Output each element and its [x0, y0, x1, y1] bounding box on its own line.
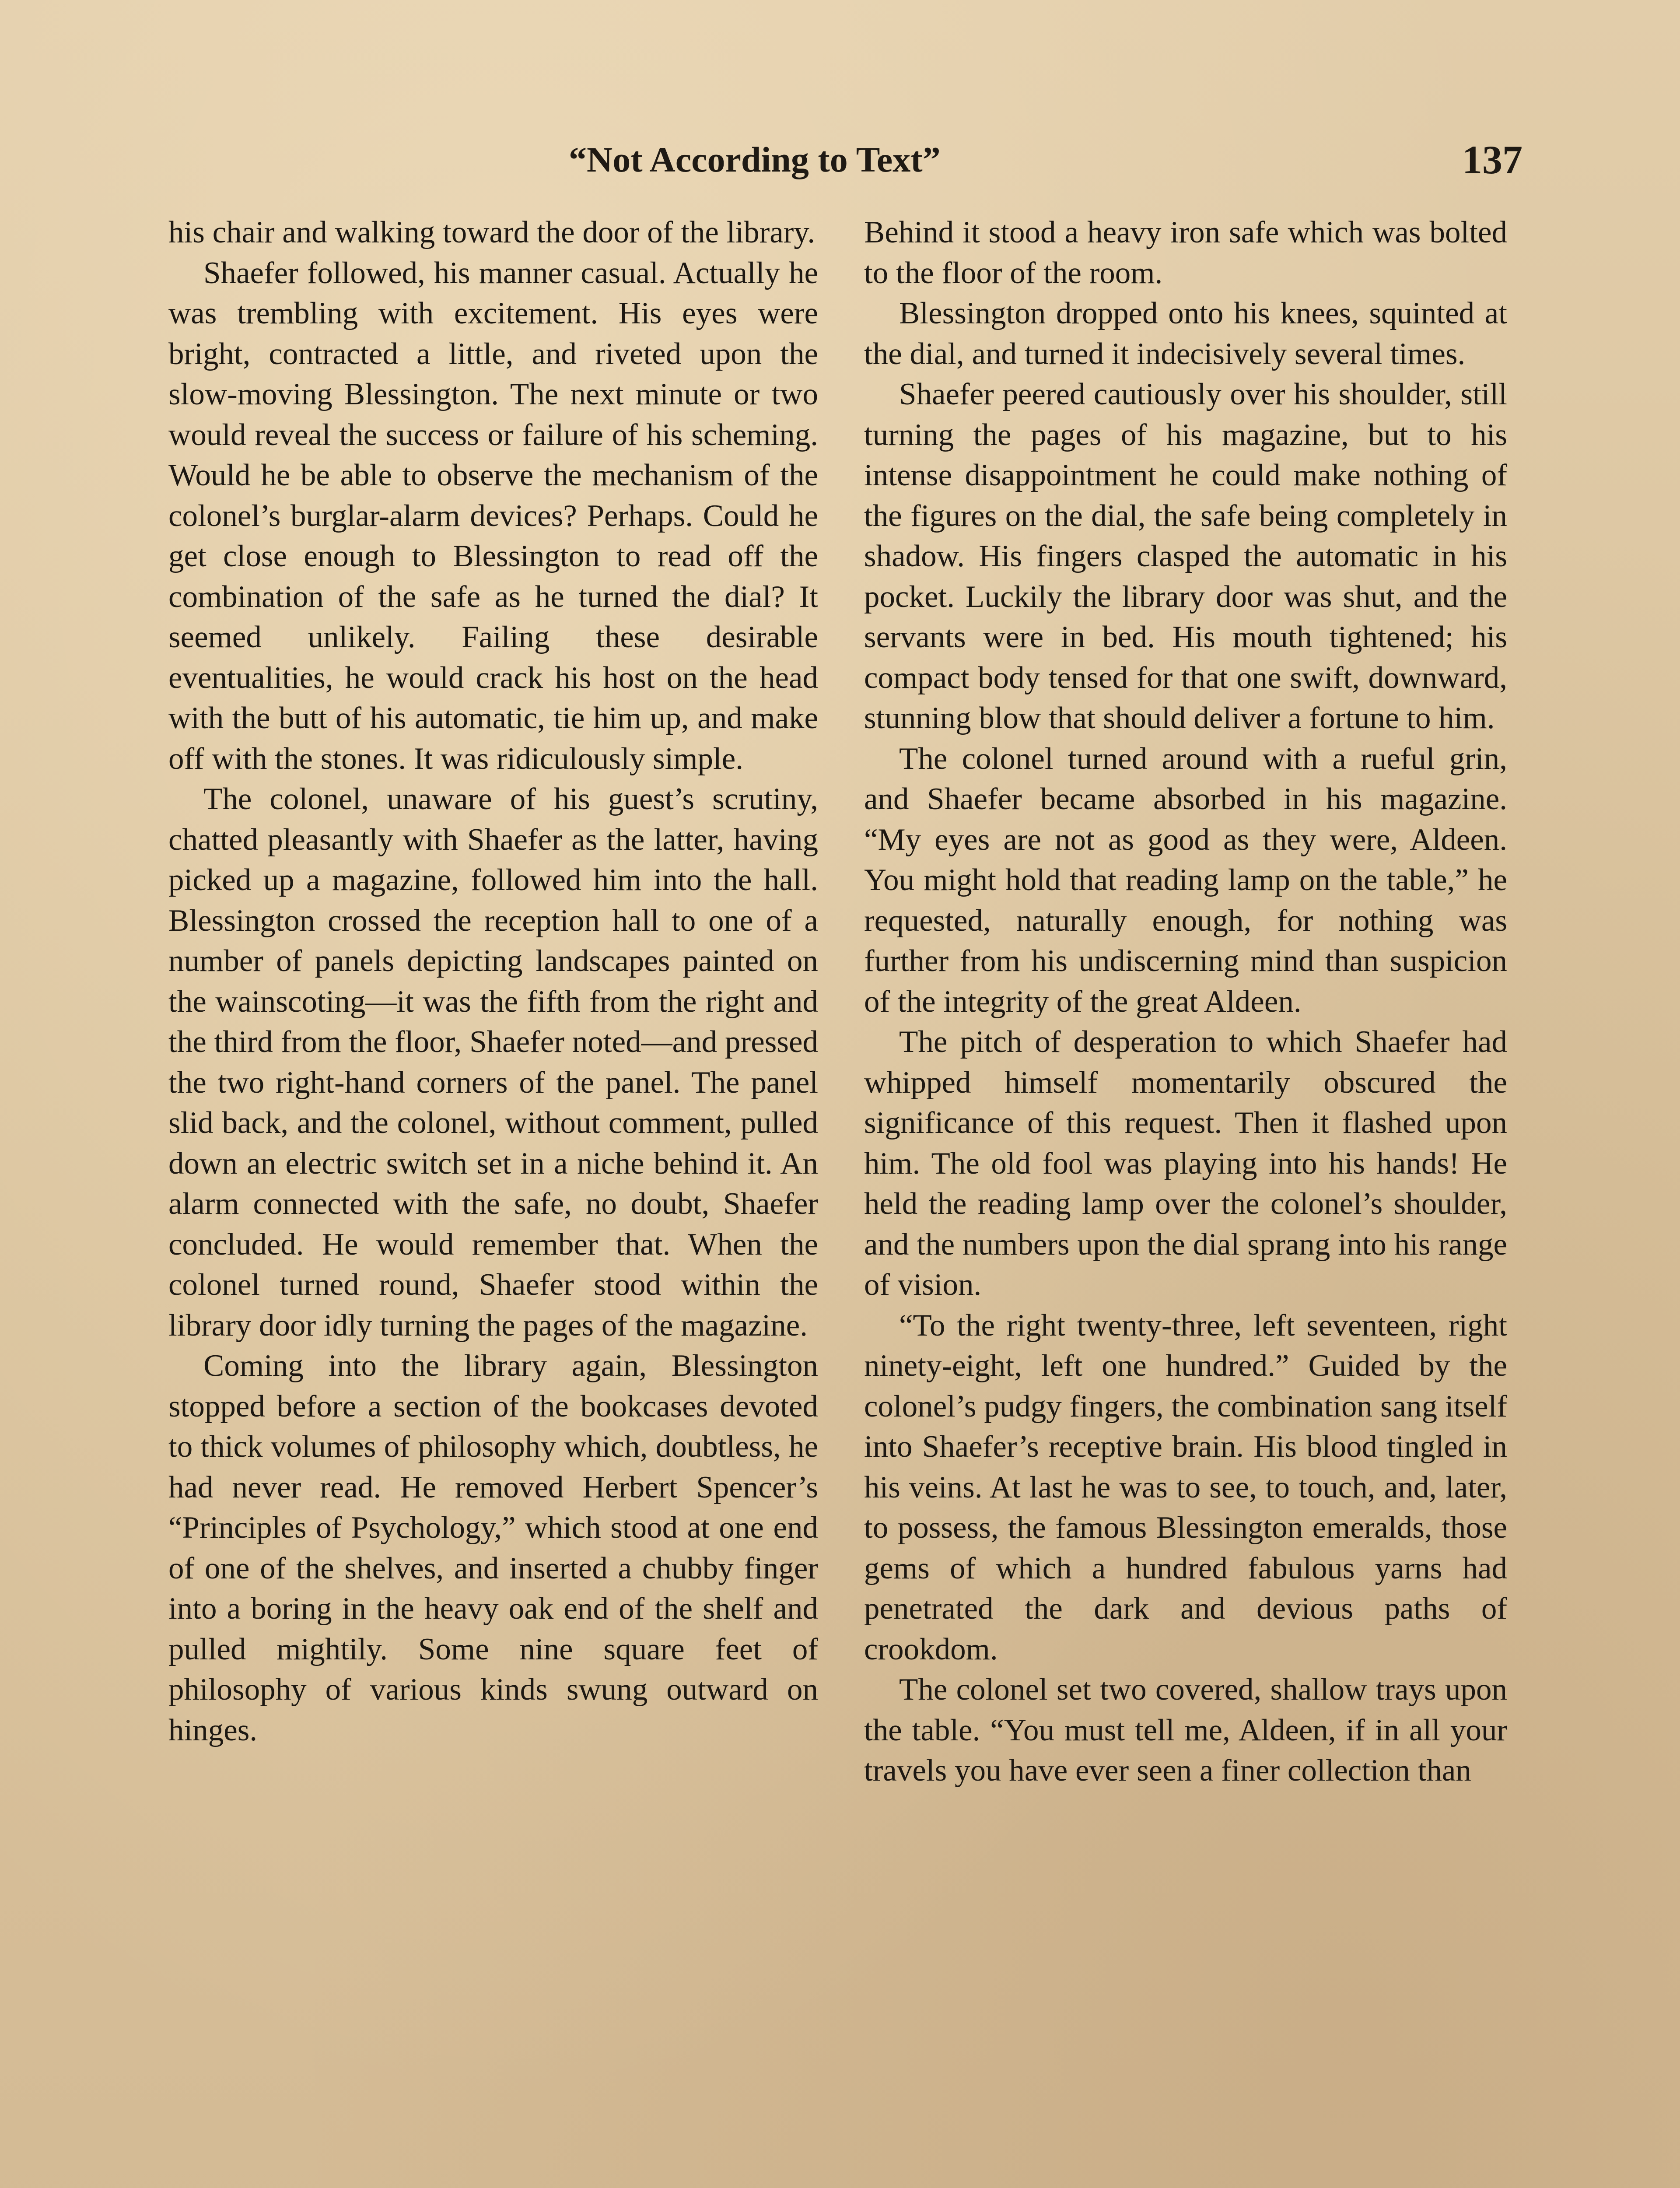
paragraph: The pitch of desperation to which Shaefer had whipped himself momentarily obscured the significance of this request. Then it flashed upon him. The old fool was playing into his hands! He held the reading lamp over the colonel’s shoulder, and the numbers upon the dial sprang into his range of vision.: [864, 1025, 1507, 1302]
page-header: [569, 131, 1522, 188]
paragraph: Blessington dropped onto his knees, squinted at the dial, and turned it indecisively several times.: [864, 296, 1507, 371]
paragraph: “To the right twenty-three, left seventeen, right ninety-eight, left one hundred.” Guided by the colonel’s pudgy fingers, the combination sang itself into Shaefer’s receptive brain. His blood tingled in his veins. At last he was to see, to touch, and, later, to possess, the famous Blessington emeralds, those gems of which a hundred fabulous yarns had penetrated the dark and devious paths of crookdom.: [864, 1308, 1507, 1666]
paragraph: his chair and walking toward the door of the library.: [168, 215, 816, 249]
page-number: 137: [1462, 137, 1522, 182]
paragraph: Shaefer peered cautiously over his shoulder, still turning the pages of his magazine, but to his intense disappointment he could make nothing of the figures on the dial, the safe being completely in shadow. His fingers clasped the automatic in his pocket. Luckily the library door was shut, and the servants were in bed. His mouth tightened; his compact body tensed for that one swift, downward, stunning blow that should deliver a fortune to him.: [864, 377, 1507, 735]
running-title: “Not According to Text”: [569, 140, 941, 179]
paragraph: Behind it stood a heavy iron safe which was bolted to the floor of the room.: [864, 215, 1507, 290]
paragraph: Shaefer followed, his manner casual. Actually he was trembling with excitement. His eyes were bright, contracted a little, and riveted upon the slow-moving Blessington. The next minute or two would reveal the success or failure of his scheming. Would he be able to observe the mechanism of the colonel’s burglar-alarm devices? Perhaps. Could he get close enough to Blessington to read off the combination of the safe as he turned the dial? It seemed unlikely. Failing these desirable eventualities, he would crack his host on the head with the butt of his automatic, tie him up, and make off with the stones. It was ridiculously simple.: [168, 256, 818, 776]
paragraph: The colonel set two covered, shallow trays upon the table. “You must tell me, Aldeen, if in all your travels you have ever seen a finer collection than: [864, 1673, 1507, 1788]
left-text-column: [168, 212, 818, 1750]
paragraph: The colonel, unaware of his guest’s scrutiny, chatted pleasantly with Shaefer as the latter, having picked up a magazine, followed him into the hall. Blessington crossed the reception hall to one of a number of panels depicting landscapes painted on the wainscoting—it was the fifth from the right and the third from the floor, Shaefer noted—and pressed the two right-hand corners of the panel. The panel slid back, and the colonel, without comment, pulled down an electric switch set in a niche behind it. An alarm connected with the safe, no doubt, Shaefer concluded. He would remember that. When the colonel turned round, Shaefer stood within the library door idly turning the pages of the magazine.: [168, 782, 818, 1343]
paragraph: Coming into the library again, Blessington stopped before a section of the bookcases devoted to thick volumes of philosophy which, doubtless, he had never read. He removed Herbert Spencer’s “Principles of Psychology,” which stood at one end of one of the shelves, and inserted a chubby finger into a boring in the heavy oak end of the shelf and pulled mightily. Some nine square feet of philosophy of various kinds swung outward on hinges.: [168, 1349, 818, 1747]
right-text-column: [864, 212, 1507, 1791]
paragraph: The colonel turned around with a rueful grin, and Shaefer became absorbed in his magazine. “My eyes are not as good as they were, Aldeen. You might hold that reading lamp on the table,” he requested, naturally enough, for nothing was further from his undiscerning mind than suspicion of the integrity of the great Aldeen.: [864, 741, 1507, 1019]
